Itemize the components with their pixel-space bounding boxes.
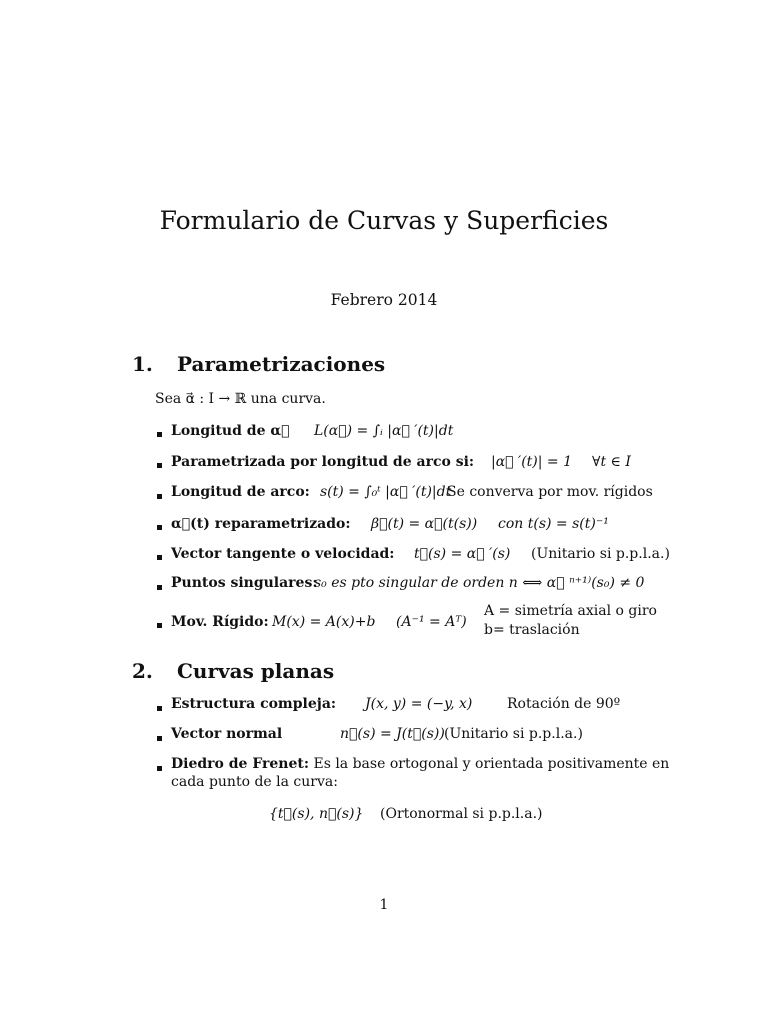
item-note: Se converva por mov. rígidos <box>447 484 653 500</box>
item-note: (Unitario si p.p.l.a.) <box>444 726 583 742</box>
bullet-marker <box>157 766 162 771</box>
item-formula: s₀ es pto singular de orden n ⟺ α⃗ ⁿ⁺¹⁾(s₀) ≠ 0 <box>314 575 645 591</box>
item-formula: t⃗(s) = α⃗ ′(s) <box>414 546 511 562</box>
bullet-marker <box>157 525 162 530</box>
item-paragraph-line1 <box>171 756 669 772</box>
bullet-marker <box>157 585 162 590</box>
item-formula: {t⃗(s), n⃗(s)} <box>269 806 364 822</box>
item-note-line1: A = simetría axial o giro <box>484 603 657 619</box>
item-note: Rotación de 90º <box>507 696 621 712</box>
item-label: Longitud de α⃗ <box>171 423 290 439</box>
item-note: ∀t ∈ I <box>592 454 631 470</box>
document-date: Febrero 2014 <box>330 291 438 309</box>
item-note: (A⁻¹ = Aᵀ) <box>396 614 467 630</box>
page-number: 1 <box>379 897 389 913</box>
item-label: α⃗(t) reparametrizado: <box>171 516 351 532</box>
item-paragraph-line2: cada punto de la curva: <box>171 774 338 790</box>
section-1-title: Parametrizaciones <box>177 352 386 376</box>
section-1-intro: Sea α⃗ : I → ℝ una curva. <box>155 391 326 407</box>
item-label: Diedro de Frenet: <box>171 756 310 772</box>
item-text: Es la base ortogonal y orientada positivamente en <box>313 756 670 772</box>
section-2-number: 2. <box>132 659 153 683</box>
bullet-marker <box>157 736 162 741</box>
item-note: (Unitario si p.p.l.a.) <box>531 546 670 562</box>
bullet-marker <box>157 623 162 628</box>
item-note-line2: b= traslación <box>484 622 580 638</box>
section-2-title: Curvas planas <box>177 659 335 683</box>
bullet-marker <box>157 494 162 499</box>
bullet-marker <box>157 555 162 560</box>
item-label: Estructura compleja: <box>171 696 337 712</box>
document-title: Formulario de Curvas y Superficies <box>159 206 609 235</box>
item-formula: |α⃗ ′(t)| = 1 <box>491 454 573 470</box>
item-label: Puntos singulares: <box>171 575 318 591</box>
item-formula: s(t) = ∫₀ᵗ |α⃗ ′(t)|dt <box>320 484 452 500</box>
item-label: Parametrizada por longitud de arco si: <box>171 454 475 470</box>
item-label: Mov. Rígido: <box>171 614 269 630</box>
item-formula: n⃗(s) = J(t⃗(s)) <box>340 726 445 742</box>
item-formula: J(x, y) = (−y, x) <box>365 696 473 712</box>
item-label: Vector normal <box>171 726 283 742</box>
item-note: (Ortonormal si p.p.l.a.) <box>380 806 543 822</box>
item-formula: M(x) = A(x)+b <box>272 614 376 630</box>
bullet-marker <box>157 432 162 437</box>
item-label: Longitud de arco: <box>171 484 310 500</box>
item-note: con t(s) = s(t)⁻¹ <box>498 516 609 532</box>
item-formula: L(α⃗) = ∫ᵢ |α⃗ ′(t)|dt <box>314 423 454 439</box>
bullet-marker <box>157 463 162 468</box>
item-formula: β⃗(t) = α⃗(t(s)) <box>371 516 478 532</box>
section-1-number: 1. <box>132 352 153 376</box>
item-label: Vector tangente o velocidad: <box>171 546 395 562</box>
bullet-marker <box>157 706 162 711</box>
